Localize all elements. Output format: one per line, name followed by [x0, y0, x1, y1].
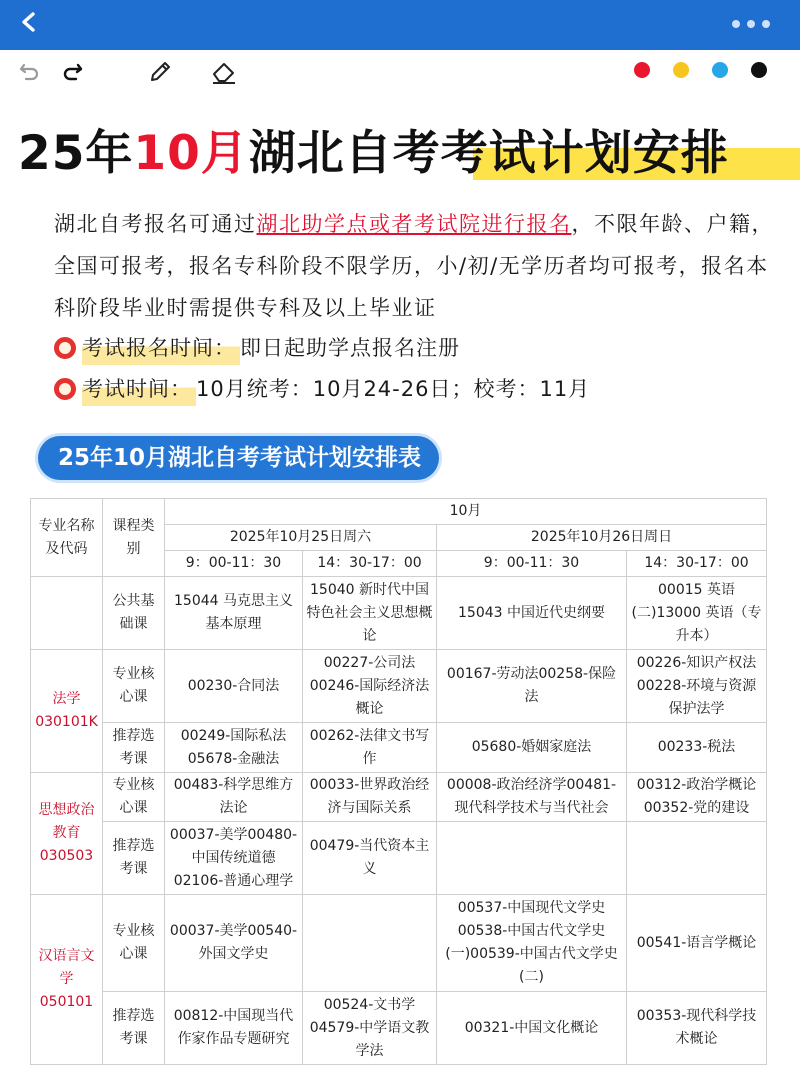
table-cell — [31, 577, 103, 650]
chevron-left-icon — [18, 11, 40, 33]
major-cell: 思想政治教育030503 — [31, 773, 103, 895]
major-cell: 法学030101K — [31, 650, 103, 773]
header-session: 9：00-11：30 — [165, 551, 303, 577]
more-dots-icon — [732, 20, 740, 28]
registration-time-value: 即日起助学点报名注册 — [240, 336, 460, 360]
redo-icon — [61, 62, 83, 82]
registration-time-row — [54, 331, 460, 365]
course-type-cell: 专业核心课 — [103, 895, 165, 992]
table-cell — [627, 822, 767, 895]
exam-time-row — [54, 372, 590, 406]
redo-button[interactable] — [58, 58, 86, 86]
pen-color-red[interactable] — [634, 62, 650, 78]
table-cell: 15044 马克思主义基本原理 — [165, 577, 303, 650]
title-part-month: 10月 — [133, 126, 249, 181]
table-row — [31, 650, 767, 723]
table-cell: 00167-劳动法00258-保险法 — [437, 650, 627, 723]
table-cell: 00230-合同法 — [165, 650, 303, 723]
header-session: 9：00-11：30 — [437, 551, 627, 577]
course-type-cell: 推荐选考课 — [103, 992, 165, 1065]
back-button[interactable] — [14, 10, 44, 40]
table-cell: 00321-中国文化概论 — [437, 992, 627, 1065]
table-cell: 00015 英语(二)13000 英语（专升本） — [627, 577, 767, 650]
table-row — [31, 895, 767, 992]
header-major: 专业名称及代码 — [31, 499, 103, 577]
table-cell — [303, 895, 437, 992]
table-cell: 00037-美学00480-中国传统道德02106-普通心理学 — [165, 822, 303, 895]
page-title — [18, 110, 788, 190]
pen-color-black[interactable] — [751, 62, 767, 78]
table-cell: 00524-文书学04579-中学语文教学法 — [303, 992, 437, 1065]
pencil-icon — [147, 59, 173, 85]
eraser-icon — [210, 59, 238, 85]
intro-paragraph — [54, 203, 774, 329]
table-cell: 00483-科学思维方法论 — [165, 773, 303, 822]
table-cell — [437, 822, 627, 895]
eraser-button[interactable] — [210, 58, 238, 86]
header-session: 14：30-17：00 — [303, 551, 437, 577]
table-row — [31, 992, 767, 1065]
pencil-button[interactable] — [146, 58, 174, 86]
title-part-topic: 湖北自考考试计划安排 — [248, 126, 729, 181]
table-cell: 05680-婚姻家庭法 — [437, 723, 627, 773]
course-type-cell: 专业核心课 — [103, 773, 165, 822]
major-cell: 汉语言文学050101 — [31, 895, 103, 1065]
table-cell: 00353-现代科学技术概论 — [627, 992, 767, 1065]
table-cell: 00008-政治经济学00481-现代科学技术与当代社会 — [437, 773, 627, 822]
top-nav-bar — [0, 0, 800, 50]
table-cell: 00233-税法 — [627, 723, 767, 773]
intro-text-before: 湖北自考报名可通过 — [54, 212, 257, 236]
more-button[interactable] — [732, 20, 770, 28]
table-cell: 00812-中国现当代作家作品专题研究 — [165, 992, 303, 1065]
table-row — [31, 723, 767, 773]
exam-time-value: 10月统考：10月24-26日；校考：11月 — [196, 377, 591, 401]
table-cell: 15043 中国近代史纲要 — [437, 577, 627, 650]
table-cell: 00537-中国现代文学史00538-中国古代文学史(一)00539-中国古代文学史(二) — [437, 895, 627, 992]
registration-time-label: 考试报名时间： — [82, 331, 240, 365]
ring-bullet-icon — [54, 378, 76, 400]
table-row — [31, 577, 767, 650]
table-cell: 15040 新时代中国特色社会主义思想概论 — [303, 577, 437, 650]
undo-icon — [19, 62, 41, 82]
table-cell: 00312-政治学概论00352-党的建设 — [627, 773, 767, 822]
table-cell: 00541-语言学概论 — [627, 895, 767, 992]
table-cell: 00479-当代资本主义 — [303, 822, 437, 895]
table-cell: 00249-国际私法05678-金融法 — [165, 723, 303, 773]
header-day-2: 2025年10月26日周日 — [437, 525, 767, 551]
table-cell: 00262-法律文书写作 — [303, 723, 437, 773]
header-session: 14：30-17：00 — [627, 551, 767, 577]
exam-schedule-table — [30, 498, 767, 1065]
pen-color-yellow[interactable] — [673, 62, 689, 78]
table-row — [31, 773, 767, 822]
schedule-table-title: 25年10月湖北自考考试计划安排表 — [38, 436, 439, 480]
intro-text-after: ，不限年龄、户籍，全国可报考，报名专科阶段不限学历，小/初/无学历者均可报考，报名本科阶段毕业时需提供专科及以上毕业证 — [54, 212, 774, 320]
ring-bullet-icon — [54, 337, 76, 359]
table-cell: 00226-知识产权法00228-环境与资源保护法学 — [627, 650, 767, 723]
course-type-cell: 专业核心课 — [103, 650, 165, 723]
table-row — [31, 822, 767, 895]
title-part-year: 25年 — [18, 126, 134, 181]
table-header-row — [31, 499, 767, 525]
course-type-cell: 推荐选考课 — [103, 723, 165, 773]
course-type-cell: 公共基础课 — [103, 577, 165, 650]
pen-color-blue[interactable] — [712, 62, 728, 78]
table-cell: 00227-公司法00246-国际经济法概论 — [303, 650, 437, 723]
course-type-cell: 推荐选考课 — [103, 822, 165, 895]
exam-time-label: 考试时间： — [82, 372, 196, 406]
registration-link[interactable]: 湖北助学点或者考试院进行报名 — [256, 212, 572, 236]
header-month: 10月 — [165, 499, 767, 525]
header-day-1: 2025年10月25日周六 — [165, 525, 437, 551]
undo-button[interactable] — [16, 58, 44, 86]
header-course-type: 课程类别 — [103, 499, 165, 577]
table-cell: 00037-美学00540-外国文学史 — [165, 895, 303, 992]
table-cell: 00033-世界政治经济与国际关系 — [303, 773, 437, 822]
